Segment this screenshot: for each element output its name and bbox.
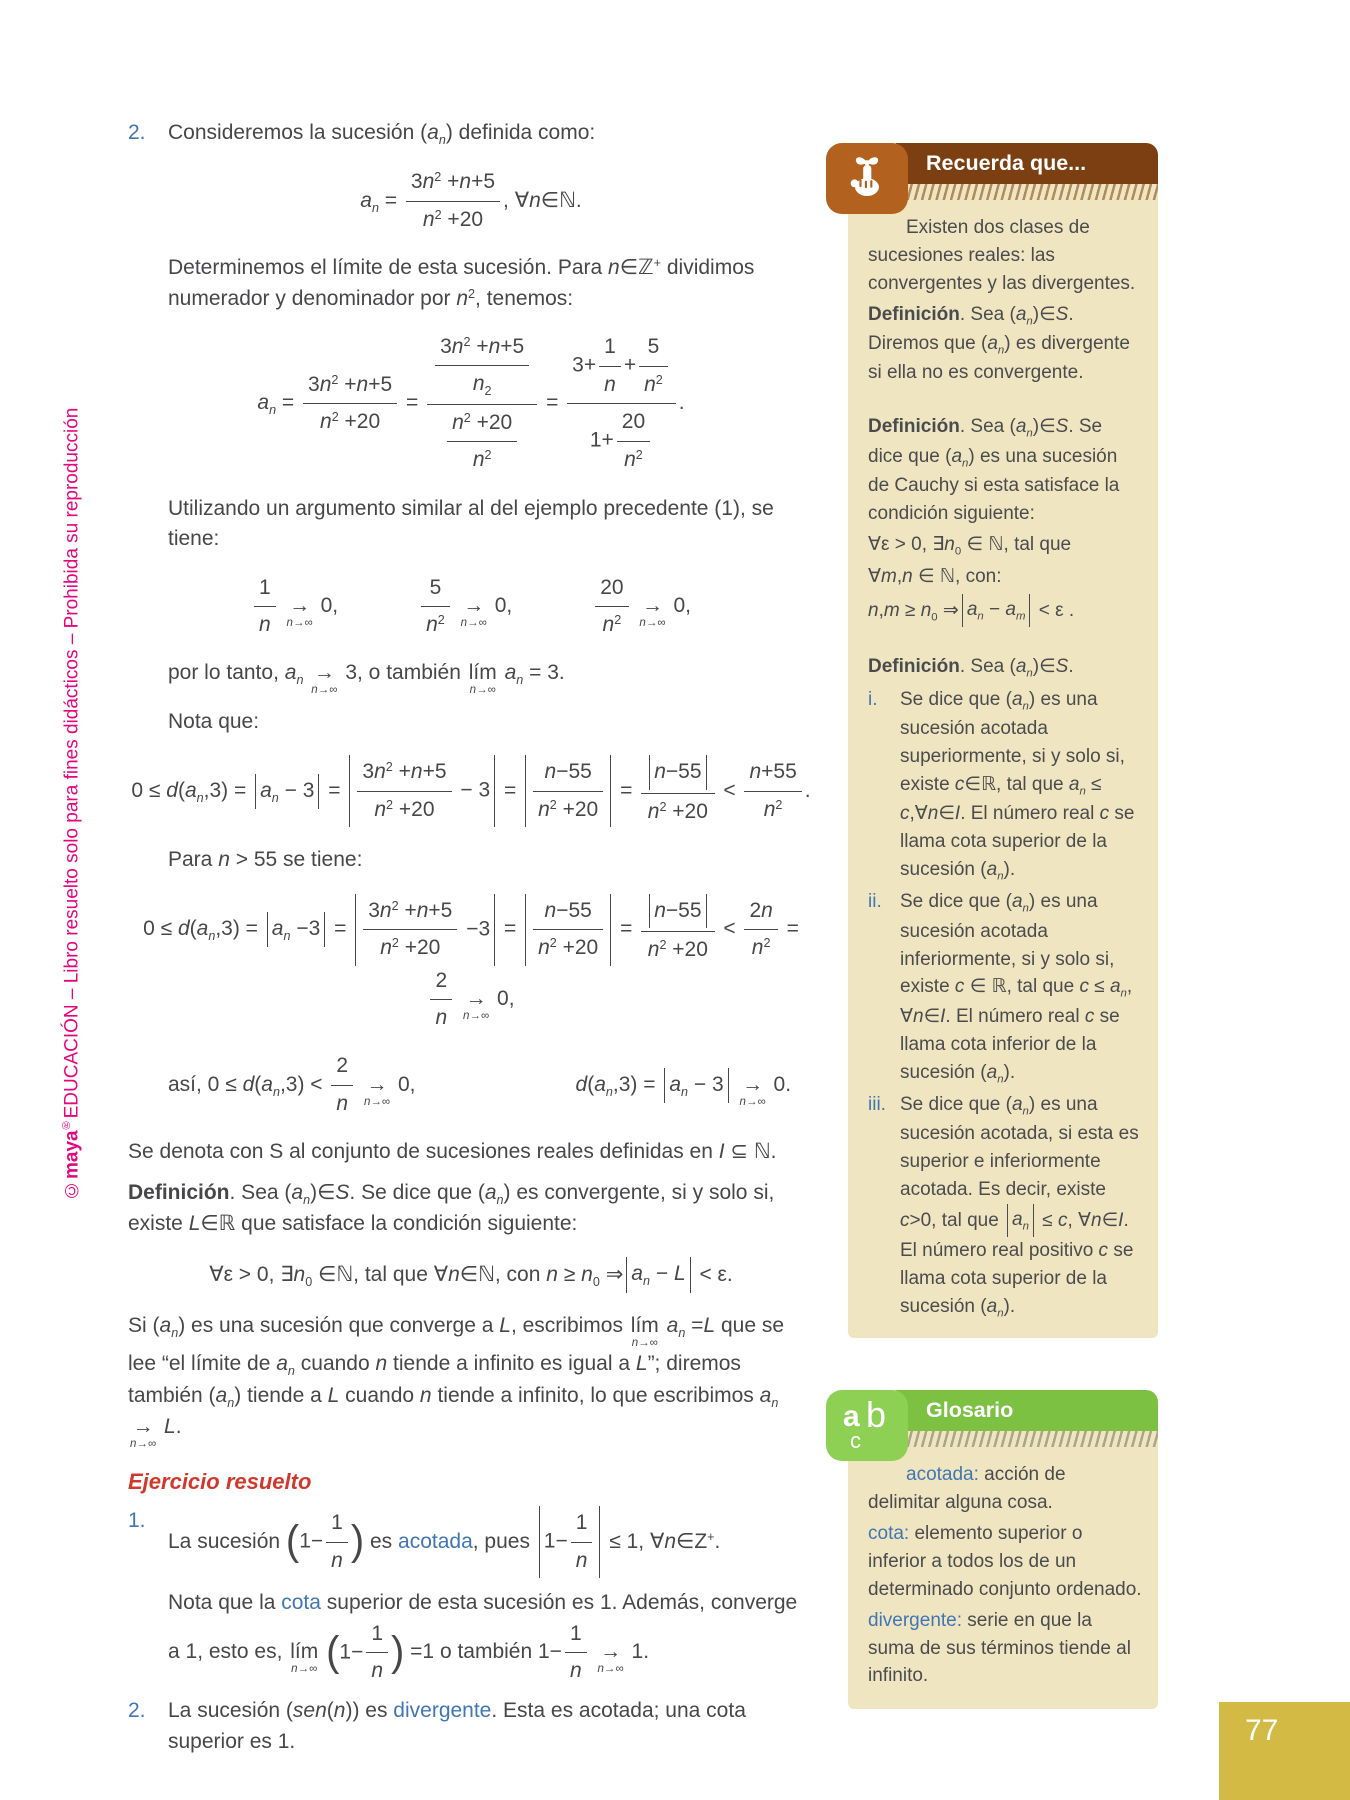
page-number-tab bbox=[1219, 1702, 1350, 1800]
item-number: 1. bbox=[128, 1509, 146, 1533]
recuerda-body bbox=[848, 200, 1158, 1338]
exercise-item bbox=[128, 118, 814, 149]
sidebar-paragraph: Definición. Sea $(a_n)\in S$. Se dice que $(a_n)$ es una sucesión de Cauchy si esta satisface la condición siguiente: bbox=[868, 416, 1120, 524]
item-text: La sucesión (sen(n)) es divergente. Esta es acotada; una cota superior es 1. bbox=[168, 1699, 746, 1753]
copyright-vertical-text: ©maya®EDUCACIÓN – Libro resuelto solo para fines didácticos – Prohibida su reproducción bbox=[60, 407, 83, 1200]
list-item-text: Se dice que $(a_n)$ es una sucesión acotada, si esta es superior e inferiormente acotada. Es decir, existe c>0, tal que $a_n \le c$, ∀n∈I. El número real positivo c se llama cota superior de la sucesión $(a_n)$. bbox=[900, 1093, 1139, 1320]
glossary-entry: cota: elemento superior o inferior a todos los de un determinado conjunto ordenado. bbox=[868, 1522, 1142, 1600]
paragraph: Determinemos el límite de esta sucesión. Para n∈ℤ+ dividimos numerador y denominador por $n^2$, tenemos: bbox=[168, 256, 755, 310]
reminder-hand-with-bow-icon bbox=[841, 153, 893, 205]
paragraph: Nota que: bbox=[168, 709, 260, 733]
glossary-box bbox=[843, 1390, 1158, 1709]
page-number: 77 bbox=[1245, 1714, 1279, 1747]
glossary-hatch-stripe bbox=[896, 1431, 1158, 1447]
reminder-icon bbox=[826, 143, 908, 214]
list-marker: iii. bbox=[868, 1093, 886, 1115]
paragraph: Para n > 55 se tiene: bbox=[168, 848, 363, 872]
item-number: 2. bbox=[128, 121, 146, 144]
display-formula: ∀ε > 0, $\exists n_0$ ∈ℕ, tal que ∀n∈ℕ, con $n \ge n_0$ ⇒ $a_n - L < \varepsilon$. bbox=[128, 1257, 814, 1292]
exercise-item bbox=[128, 1696, 814, 1757]
paragraph: Nota que la cota superior de esta sucesión es 1. Además, converge a 1, esto es, lím n→∞ ( 1− $\frac{1}{n}$ ) =1 o también 1− $\frac{1}{n}$ → n→∞ 1. bbox=[168, 1591, 798, 1683]
abc-letters: a b c bbox=[843, 1394, 887, 1453]
sidebar-paragraph: Definición. Sea $(a_n)\in S$. Diremos que $(a_n)$ es divergente si ella no es convergente. bbox=[868, 303, 1130, 384]
recuerda-hatch-stripe bbox=[896, 184, 1158, 200]
display-formula: $a_n$ = $\frac{3n^2 +n+5}{n^2 +20}$ = $\frac{\frac{3n^2 +n+5}{n_2}}{\frac{n^2 +20}{n^2}}$ = 3+ $\frac{1}{n}$ + $\frac{5}{n^2}$ 1+ $\frac{20}{n^2}$ . bbox=[128, 332, 814, 476]
sidebar-paragraph: ∀ε > 0, $\exists n_0$ ∈ ℕ, tal que bbox=[868, 533, 1072, 558]
recuerda-box bbox=[848, 143, 1158, 1338]
paragraph: Se denota con S al conjunto de sucesiones reales definidas en I ⊆ ℕ. bbox=[128, 1140, 777, 1164]
display-formula: $a_n$ = $\frac{3n^2 +n+5}{n^2 +20}$ , ∀n∈ℕ. bbox=[128, 167, 814, 235]
definition-list-item bbox=[868, 888, 1142, 1088]
definition-list bbox=[868, 686, 1142, 1323]
sidebar-paragraph: $n,m \ge n_0$ ⇒ $a_n - a_m < \varepsilon$ . bbox=[868, 594, 1142, 627]
sidebar-paragraph: ∀m,n ∈ ℕ, con: bbox=[868, 566, 1002, 588]
main-column bbox=[128, 116, 814, 1767]
list-marker: ii. bbox=[868, 891, 882, 913]
exercise-item bbox=[128, 1506, 814, 1578]
paragraph: Definición. Sea $(a_n)\in S$. Se dice que $(a_n)$ es convergente, si y solo si, existe L∈ℝ que satisface la condición siguiente: bbox=[128, 1180, 775, 1236]
paragraph: Si $(a_n)$ es una sucesión que converge a L, escribimos lím n→∞ $a_n =L$ que se lee “el límite de $a_n$ cuando n tiende a infinito es igual a L”; diremos también $(a_n)$ tiende a L cuando n tiende a infinito, lo que escribimos $a_n$ → n→∞ L. bbox=[128, 1313, 785, 1450]
list-item-text: Se dice que $(a_n)$ es una sucesión acotada inferiormente, si y solo si, existe c ∈ ℝ, tal que $c \le a_n$, ∀n∈I. El número real c se llama cota inferior de la sucesión $(a_n)$. bbox=[900, 891, 1133, 1086]
definition-list-item bbox=[868, 1091, 1142, 1323]
list-marker: i. bbox=[868, 688, 878, 710]
recuerda-title: Recuerda que... bbox=[926, 150, 1087, 175]
glossary-header bbox=[896, 1390, 1158, 1431]
abc-icon bbox=[826, 1390, 908, 1461]
glossary-entry: divergente: serie en que la suma de sus términos tiende al infinito. bbox=[868, 1609, 1131, 1687]
item-number: 2. bbox=[128, 1699, 146, 1723]
sidebar-paragraph: Existen dos clases de sucesiones reales: las convergentes y las divergentes. bbox=[868, 217, 1136, 294]
section-heading-red: Ejercicio resuelto bbox=[128, 1469, 312, 1495]
recuerda-header bbox=[896, 143, 1158, 184]
glossary-title: Glosario bbox=[926, 1397, 1014, 1422]
display-formula: $0 \le d(a_n,3) = a_n - 3$ = $\frac{3n^2 +n+5}{n^2 +20}$ − 3 = $\frac{n-55}{n^2 +20}$ = $\frac{n-55}{n^2 +20}$ < $\frac{n+55}{n^2}$ . bbox=[128, 755, 814, 827]
display-formula: así, $0 \le d(a_n,3)$ < $\frac{2}{n}$ → n→∞ 0, $d(a_n,3) = a_n - 3$ → n→∞ 0. bbox=[168, 1051, 814, 1119]
paragraph: por lo tanto, $a_n$ → n→∞ 3, o también lím n→∞ $a_n = 3$. bbox=[168, 661, 565, 697]
glossary-body bbox=[848, 1447, 1158, 1709]
item-text: La sucesión ( 1− $\frac{1}{n}$ ) es acotada, pues 1− $\frac{1}{n}$ ≤ 1, ∀n∈Z+. bbox=[168, 1506, 814, 1578]
item-text: Consideremos la sucesión $(a_n)$ definida como: bbox=[168, 121, 596, 148]
display-formula: $0 \le d(a_n,3) = a_n -3$ = $\frac{3n^2 +n+5}{n^2 +20}$ −3 = $\frac{n-55}{n^2 +20}$ = $\frac{n-55}{n^2 +20}$ < $\frac{2n}{n^2}$ = $\frac{2}{n}$ → n→∞ 0, bbox=[128, 894, 814, 1034]
list-item-text: Se dice que $(a_n)$ es una sucesión acotada superiormente, si y solo si, existe c∈ℝ, tal que $a_n$ ≤ c,∀n∈I. El número real c se llama cota superior de la sucesión $(a_n)$. bbox=[900, 688, 1135, 883]
display-formula: $\frac{1}{n}$ → n→∞ 0, $\frac{5}{n^2}$ → n→∞ 0, $\frac{20}{n^2}$ → n→∞ 0, bbox=[128, 573, 814, 641]
glossary-entry: acotada: acción de delimitar alguna cosa. bbox=[868, 1464, 1066, 1513]
definition-list-item bbox=[868, 686, 1142, 886]
paragraph: Utilizando un argumento similar al del ejemplo precedente (1), se tiene: bbox=[168, 496, 774, 551]
sidebar-paragraph: Definición. Sea $(a_n)\in S$. bbox=[868, 656, 1074, 680]
